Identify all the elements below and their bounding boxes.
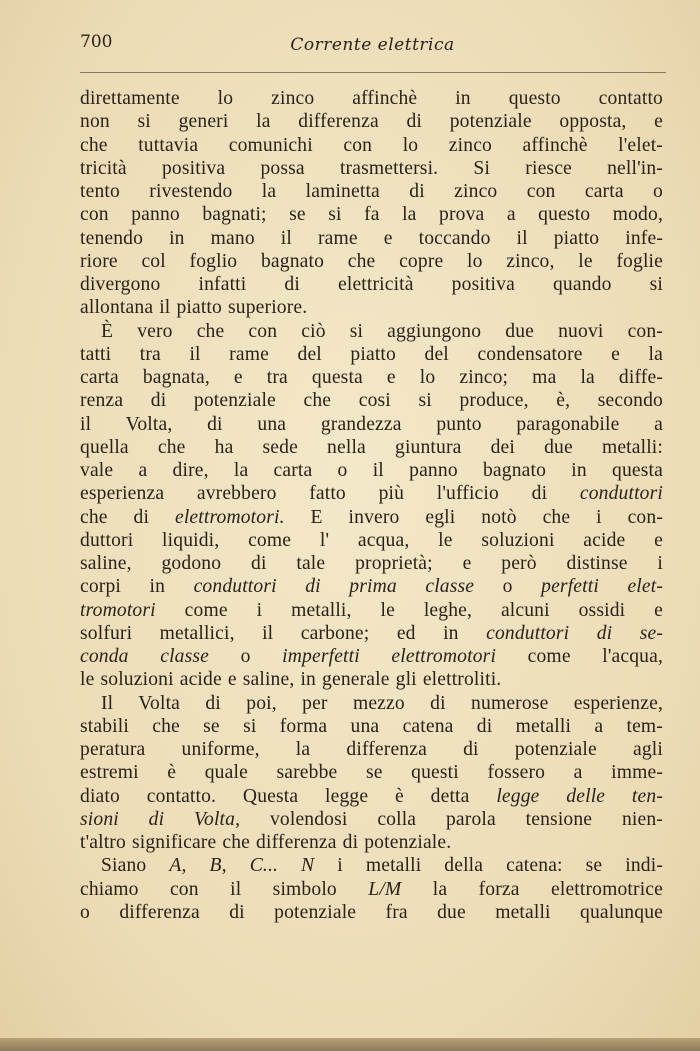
- text-segment: diato contatto. Questa legge è detta: [80, 785, 497, 807]
- italic-term: imperfetti elettromotori: [282, 646, 497, 667]
- text-line: t'altro significare che differenza di potenziale.: [80, 832, 452, 853]
- text-line: direttamente lo zinco affinchè in questo contatto: [80, 88, 663, 109]
- text-line: divergono infatti di elettricità positiva quando si: [80, 274, 663, 295]
- text-line: le soluzioni acide e saline, in generale gli elettroliti.: [80, 669, 502, 691]
- text-segment: E invero egli notò che i con-: [284, 506, 664, 528]
- text-segment: corpi in: [80, 576, 194, 598]
- text-segment: come i metalli, le leghe, alcuni ossidi e: [155, 599, 663, 621]
- text-line: il Volta, di una grandezza punto paragonabile a: [80, 413, 663, 435]
- text-line: tento rivestendo la laminetta di zinco con carta o: [80, 181, 663, 202]
- italic-term: conduttori: [579, 483, 663, 505]
- header-rule: [80, 72, 666, 73]
- italic-term: conduttori di se-: [486, 622, 663, 644]
- text-segment: esperienza avrebbero fatto più l'ufficio di: [80, 483, 580, 505]
- text-segment: i metalli della catena: se indi-: [314, 855, 663, 877]
- italic-term: L/M: [368, 878, 402, 900]
- text-line: allontana il piatto superiore.: [80, 297, 308, 319]
- text-line: [80, 854, 663, 877]
- text-line: vale a dire, la carta o il panno bagnato in questa: [80, 460, 663, 481]
- text-segment: chiamo con il simbolo: [80, 878, 369, 900]
- page-number: 700: [80, 32, 113, 52]
- italic-term: conda classe: [80, 646, 210, 667]
- text-line: che tuttavia comunichi con lo zinco affinchè l'elet-: [80, 134, 663, 156]
- text-line: non si generi la differenza di potenziale opposta, e: [80, 111, 663, 133]
- text-line: Il Volta di poi, per mezzo di numerose esperienze,: [101, 692, 663, 714]
- page-body: [80, 87, 663, 924]
- italic-term: perfetti elet-: [541, 576, 663, 598]
- text-line: estremi è quale sarebbe se questi fossero a imme-: [80, 762, 663, 784]
- text-line: renza di potenziale che cosi si produce, è, secondo: [80, 390, 663, 412]
- text-segment: o: [209, 646, 283, 667]
- text-line: [80, 645, 663, 668]
- text-line: stabili che se si forma una catena di metalli a tem-: [80, 715, 663, 737]
- italic-term: A, B, C... N: [169, 855, 315, 877]
- italic-term: conduttori di prima classe: [193, 576, 475, 598]
- text-segment: solfuri metallici, il carbone; ed in: [80, 622, 487, 644]
- text-line: [80, 575, 663, 598]
- text-line: [80, 622, 663, 645]
- text-segment: Siano: [101, 855, 170, 877]
- text-segment: la forza elettromotrice: [401, 878, 663, 900]
- text-line: quella che ha sede nella giuntura dei due metalli:: [80, 436, 663, 458]
- text-line: [80, 808, 663, 831]
- text-segment: volendosi colla parola tensione nien-: [240, 808, 663, 830]
- text-line: [80, 482, 663, 505]
- text-line: [80, 785, 663, 808]
- text-line: [80, 878, 663, 901]
- italic-term: sioni di Volta,: [80, 808, 241, 830]
- text-line: carta bagnata, e tra questa e lo zinco; ma la diffe-: [80, 367, 663, 388]
- italic-term: elettromotori.: [174, 506, 285, 528]
- text-segment: o: [474, 576, 542, 598]
- page-edge: [0, 1038, 700, 1051]
- italic-term: legge delle ten-: [496, 785, 663, 807]
- text-line: È vero che con ciò si aggiungono due nuovi con-: [101, 320, 663, 342]
- running-title: Corrente elettrica: [290, 35, 455, 55]
- text-line: o differenza di potenziale fra due metalli qualunque: [80, 901, 663, 923]
- text-segment: come l'acqua,: [496, 646, 664, 667]
- italic-term: tromotori: [80, 599, 156, 621]
- text-line: saline, godono di tale proprietà; e però distinse i: [80, 553, 663, 574]
- text-line: tatti tra il rame del piatto del condensatore e la: [80, 343, 663, 365]
- text-line: peratura uniforme, la differenza di potenziale agli: [80, 739, 663, 760]
- text-segment: che di: [80, 506, 175, 528]
- text-line: [80, 506, 663, 529]
- text-line: [80, 599, 663, 622]
- text-line: tenendo in mano il rame e toccando il piatto infe-: [80, 227, 663, 249]
- text-line: con panno bagnati; se si fa la prova a questo modo,: [80, 204, 663, 226]
- text-line: riore col foglio bagnato che copre lo zinco, le foglie: [80, 250, 663, 272]
- text-line: tricità positiva possa trasmettersi. Si riesce nell'in-: [80, 157, 663, 179]
- text-line: duttori liquidi, come l' acqua, le soluzioni acide e: [80, 529, 663, 551]
